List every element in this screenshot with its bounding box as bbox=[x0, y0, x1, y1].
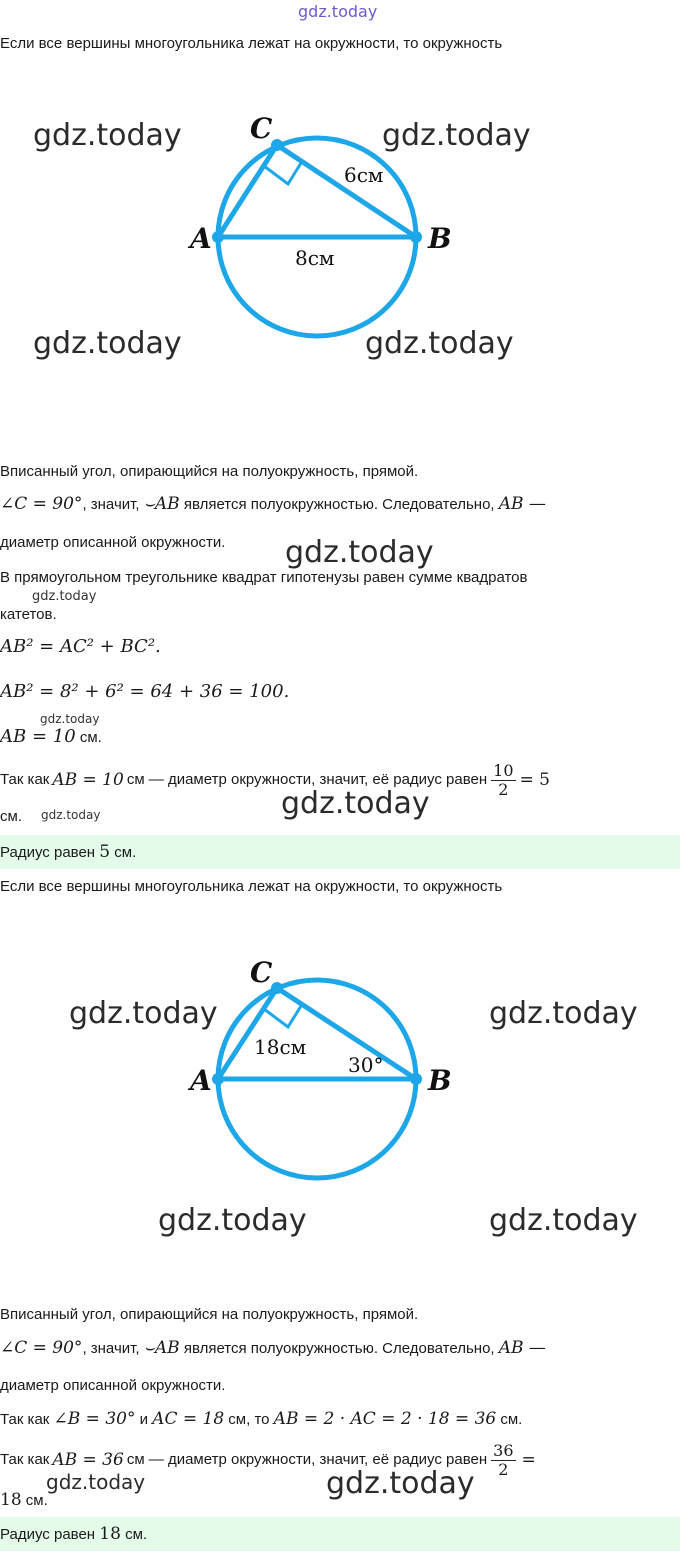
angle-c-math: ∠C = 90° bbox=[0, 494, 83, 514]
label-bc: 6см bbox=[344, 163, 384, 187]
watermark: gdz.today bbox=[33, 118, 182, 153]
watermark: gdz.today bbox=[40, 712, 100, 726]
watermark: gdz.today bbox=[158, 1203, 307, 1238]
angle-line-1: ∠C = 90°, значит, ⌣AB является полуокружностью. Следовательно, AB — bbox=[0, 494, 546, 514]
vertex-c bbox=[271, 982, 283, 994]
pythagoras-text-2: катетов. bbox=[0, 606, 57, 623]
fraction-radius-1: $\frac{10}{2}$ bbox=[493, 760, 514, 799]
watermark: gdz.today bbox=[489, 1203, 638, 1238]
inscribed-angle-text-1: Вписанный угол, опирающийся на полуокружность, прямой. bbox=[0, 463, 419, 480]
angle-line-2: ∠C = 90°, значит, ⌣AB является полуокружностью. Следовательно, AB — bbox=[0, 1338, 546, 1358]
watermark: gdz.today bbox=[41, 808, 101, 822]
vertex-c bbox=[271, 139, 283, 151]
arc-ab-math: ⌣AB bbox=[143, 1338, 180, 1358]
pythagoras-formula: AB² = AC² + BC². bbox=[0, 636, 161, 657]
pythagoras-calc: AB² = 8² + 6² = 64 + 36 = 100. bbox=[0, 681, 290, 702]
pythagoras-text-1: В прямоугольном треугольнике квадрат гипотенузы равен сумме квадратов bbox=[0, 569, 528, 586]
fraction-radius-2: $\frac{36}{2}$ bbox=[493, 1440, 514, 1479]
watermark: gdz.today bbox=[281, 786, 430, 821]
diameter-text-1: диаметр описанной окружности. bbox=[0, 534, 226, 551]
label-c: C bbox=[250, 112, 273, 145]
label-b: B bbox=[428, 222, 452, 255]
vertex-b bbox=[410, 231, 422, 243]
watermark: gdz.today bbox=[33, 326, 182, 361]
ab-dash-math: AB — bbox=[498, 494, 546, 514]
label-ac: 18см bbox=[254, 1035, 307, 1059]
radius-line-1-end: см. bbox=[0, 808, 22, 825]
label-a: A bbox=[190, 1064, 212, 1097]
watermark: gdz.today bbox=[46, 1470, 146, 1494]
label-angle-b: 30° bbox=[348, 1053, 384, 1077]
top-watermark: gdz.today bbox=[298, 2, 378, 21]
vertex-a bbox=[212, 1073, 224, 1085]
watermark: gdz.today bbox=[32, 589, 97, 604]
label-ab: 8см bbox=[295, 246, 335, 270]
inscribed-angle-text-2: Вписанный угол, опирающийся на полуокружность, прямой. bbox=[0, 1306, 419, 1323]
watermark: gdz.today bbox=[285, 535, 434, 570]
side-bc bbox=[277, 145, 416, 237]
ab-dash-math: AB — bbox=[498, 1338, 546, 1358]
intro-text-2: Если все вершины многоугольника лежат на окружности, то окружность bbox=[0, 878, 503, 895]
radius-line-2: Так как AB = 36 см — диаметр окружности, значит, её радиус равен $\frac{36}{2}$ = bbox=[0, 1440, 536, 1479]
label-c: C bbox=[250, 956, 273, 989]
label-b: B bbox=[428, 1064, 452, 1097]
figure-2 bbox=[0, 940, 680, 1240]
radius-line-1: Так как AB = 10 см — диаметр окружности, значит, её радиус равен $\frac{10}{2}$ = 5 bbox=[0, 760, 550, 799]
diameter-text-2: диаметр описанной окружности. bbox=[0, 1377, 226, 1394]
watermark: gdz.today bbox=[382, 118, 531, 153]
radius-line-2-end: 18 см. bbox=[0, 1490, 48, 1510]
answer-box-2: Радиус равен 18 см. bbox=[0, 1517, 680, 1551]
right-angle-mark bbox=[264, 163, 301, 184]
watermark: gdz.today bbox=[326, 1466, 475, 1501]
watermark: gdz.today bbox=[489, 996, 638, 1031]
angle-c-math: ∠C = 90° bbox=[0, 1338, 83, 1358]
side-bc bbox=[277, 988, 416, 1079]
intro-text-1: Если все вершины многоугольника лежат на окружности, то окружность bbox=[0, 35, 503, 52]
right-angle-mark bbox=[264, 1006, 301, 1027]
arc-ab-math: ⌣AB bbox=[143, 494, 180, 514]
calc-line-2: Так как ∠B = 30° и AC = 18 см, то AB = 2 · AC = 2 · 18 = 36 см. bbox=[0, 1409, 523, 1429]
vertex-b bbox=[410, 1073, 422, 1085]
label-a: A bbox=[190, 222, 212, 255]
vertex-a bbox=[212, 231, 224, 243]
watermark: gdz.today bbox=[365, 326, 514, 361]
watermark: gdz.today bbox=[69, 996, 218, 1031]
answer-box-1: Радиус равен 5 см. bbox=[0, 835, 680, 869]
ab-value-line: AB = 10 см. bbox=[0, 726, 102, 747]
